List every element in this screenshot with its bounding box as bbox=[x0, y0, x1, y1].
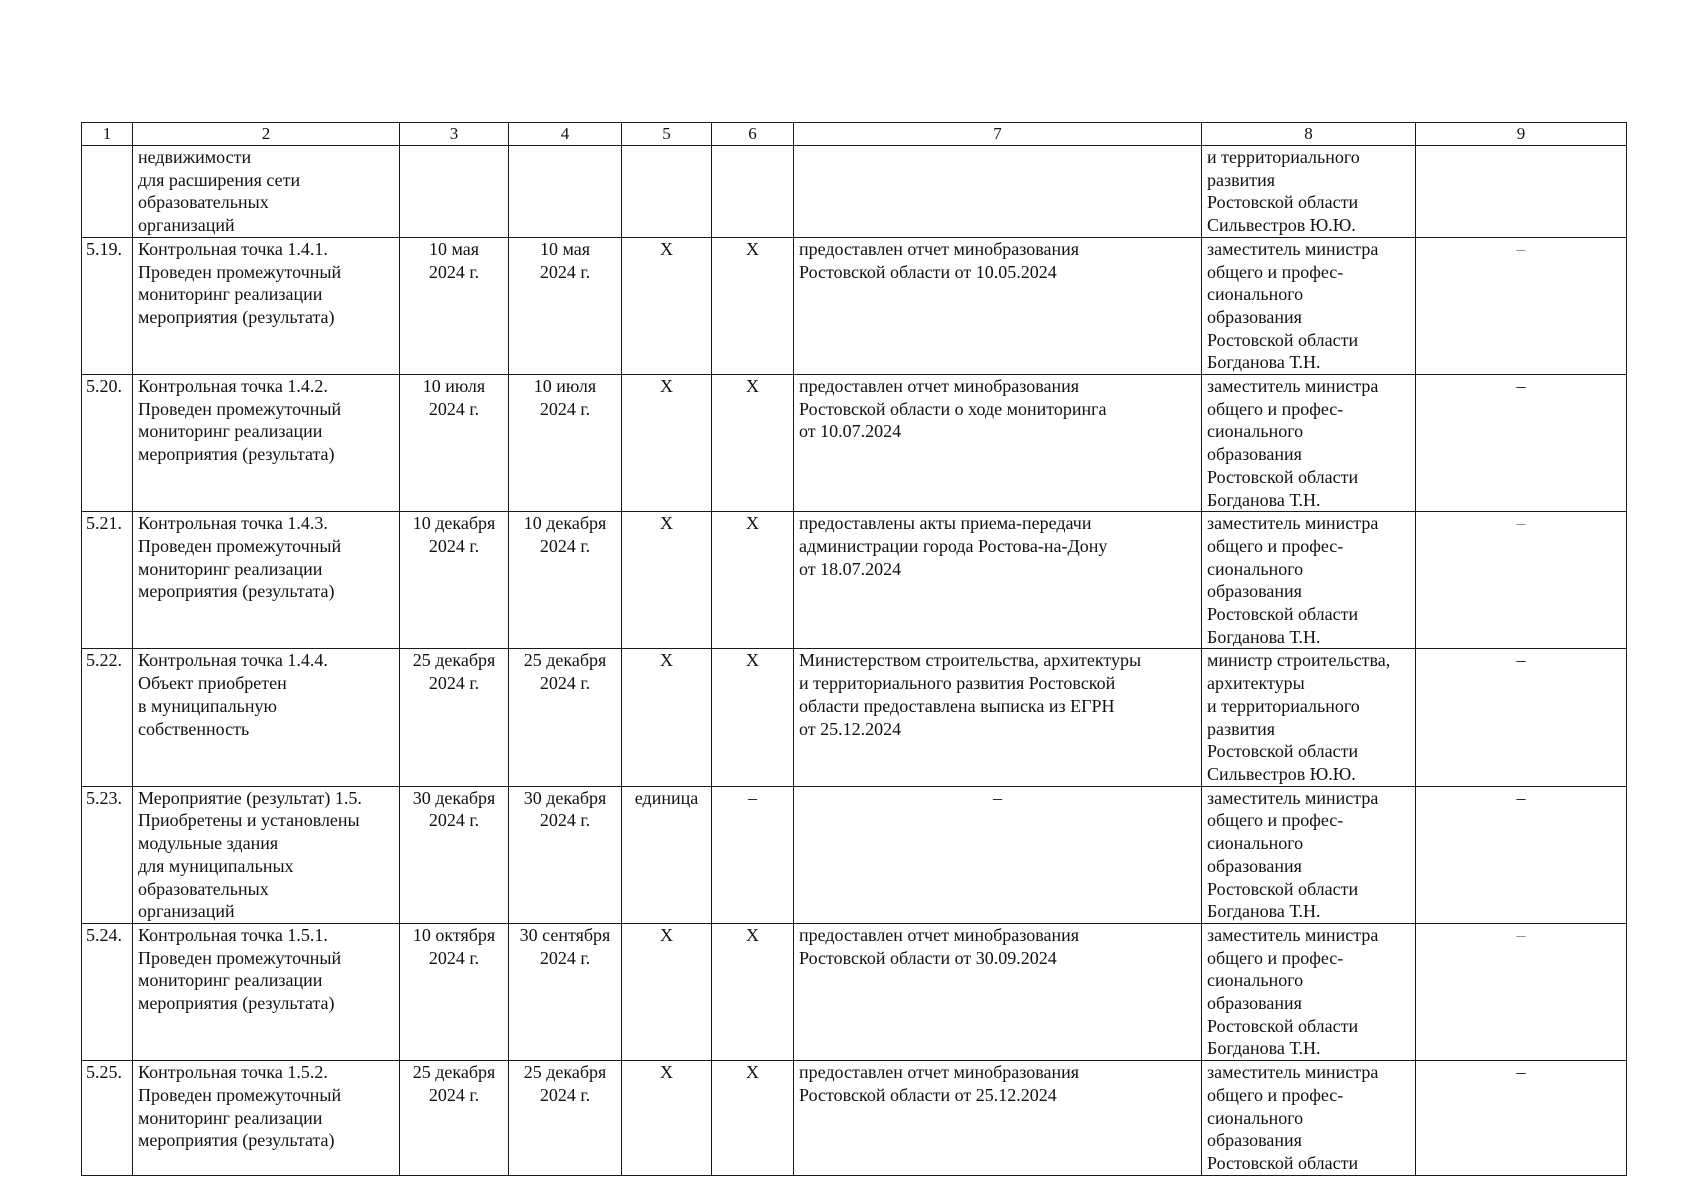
header-col-2: 2 bbox=[133, 123, 400, 146]
responsible-line: Богданова Т.Н. bbox=[1207, 489, 1321, 510]
note-cell: – bbox=[1416, 786, 1627, 923]
responsible-line: Ростовской области bbox=[1207, 466, 1359, 487]
planned-date bbox=[400, 146, 509, 238]
activity-name bbox=[133, 649, 400, 786]
date_fact-line: 2024 г. bbox=[539, 1084, 591, 1105]
name-line: Контрольная точка 1.4.2. bbox=[138, 376, 328, 397]
date_plan-line: 10 мая bbox=[428, 238, 480, 259]
responsible-cell bbox=[1202, 1061, 1416, 1176]
name-line: мониторинг реализации bbox=[138, 970, 323, 991]
doc-line: предоставлен отчет минобразования bbox=[799, 924, 1080, 945]
name-line: образовательных bbox=[138, 192, 269, 213]
actual-date bbox=[509, 237, 622, 374]
name-line: мониторинг реализации bbox=[138, 284, 323, 305]
planned-date bbox=[400, 237, 509, 374]
activity-name bbox=[133, 786, 400, 923]
doc-line: от 10.07.2024 bbox=[799, 421, 902, 442]
responsible-line: архитектуры bbox=[1207, 673, 1305, 694]
actual-date bbox=[509, 375, 622, 512]
name-line: Объект приобретен bbox=[138, 673, 287, 694]
responsible-line: Ростовской области bbox=[1207, 878, 1359, 899]
document-cell bbox=[794, 649, 1202, 786]
responsible-cell bbox=[1202, 512, 1416, 649]
responsible-line: образования bbox=[1207, 444, 1302, 465]
doc-line: предоставлены акты приема-передачи bbox=[799, 513, 1092, 534]
date_plan-line: 2024 г. bbox=[428, 1084, 480, 1105]
date_fact-line: 2024 г. bbox=[539, 810, 591, 831]
planned-date bbox=[400, 512, 509, 649]
table-row bbox=[82, 649, 1627, 786]
responsible-line: общего и профес- bbox=[1207, 398, 1344, 419]
responsible-line: Ростовской области bbox=[1207, 741, 1359, 762]
responsible-line: заместитель министра bbox=[1207, 238, 1379, 259]
responsible-line: общего и профес- bbox=[1207, 535, 1344, 556]
doc-line: предоставлен отчет минобразования bbox=[799, 1062, 1080, 1083]
note-cell: – bbox=[1416, 237, 1627, 374]
name-line: Проведен промежуточный bbox=[138, 535, 342, 556]
date_fact-line: 25 декабря bbox=[523, 650, 607, 671]
activity-name bbox=[133, 146, 400, 238]
row-number: 5.19. bbox=[82, 237, 133, 374]
table-row bbox=[82, 512, 1627, 649]
header-col-7: 7 bbox=[794, 123, 1202, 146]
responsible-line: образования bbox=[1207, 993, 1302, 1014]
name-line: Проведен промежуточный bbox=[138, 398, 342, 419]
responsible-line: сионального bbox=[1207, 1107, 1304, 1128]
header-col-3: 3 bbox=[400, 123, 509, 146]
table-body bbox=[82, 146, 1627, 1176]
responsible-cell bbox=[1202, 375, 1416, 512]
responsible-line: образования bbox=[1207, 855, 1302, 876]
name-line: модульные здания bbox=[138, 833, 279, 854]
date_plan-line: 25 декабря bbox=[412, 650, 496, 671]
responsible-cell bbox=[1202, 786, 1416, 923]
header-col-9: 9 bbox=[1416, 123, 1627, 146]
responsible-line: общего и профес- bbox=[1207, 810, 1344, 831]
document-cell bbox=[794, 512, 1202, 649]
unit-cell: единица bbox=[622, 786, 712, 923]
header-col-8: 8 bbox=[1202, 123, 1416, 146]
name-line: в муниципальную bbox=[138, 695, 277, 716]
unit-cell: Х bbox=[622, 512, 712, 649]
unit-cell: Х bbox=[622, 375, 712, 512]
date_plan-line: 10 июля bbox=[422, 376, 486, 397]
value-cell: Х bbox=[712, 1061, 794, 1176]
row-number: 5.22. bbox=[82, 649, 133, 786]
table-row bbox=[82, 923, 1627, 1060]
table-row bbox=[82, 375, 1627, 512]
date_plan-line: 2024 г. bbox=[428, 947, 480, 968]
date_plan-line: 10 декабря bbox=[412, 513, 496, 534]
responsible-line: заместитель министра bbox=[1207, 924, 1379, 945]
responsible-line: сионального bbox=[1207, 833, 1304, 854]
date_fact-line: 30 сентября bbox=[519, 924, 611, 945]
document-cell bbox=[794, 923, 1202, 1060]
responsible-line: и территориального bbox=[1207, 147, 1360, 167]
actual-date bbox=[509, 786, 622, 923]
header-col-5: 5 bbox=[622, 123, 712, 146]
note-cell: – bbox=[1416, 375, 1627, 512]
name-line: собственность bbox=[138, 718, 250, 739]
responsible-line: Богданова Т.Н. bbox=[1207, 352, 1321, 373]
doc-line: Ростовской области от 25.12.2024 bbox=[799, 1084, 1057, 1105]
responsible-line: образования bbox=[1207, 1130, 1302, 1151]
name-line: Контрольная точка 1.5.2. bbox=[138, 1062, 328, 1083]
row-number: 5.25. bbox=[82, 1061, 133, 1176]
table-row bbox=[82, 786, 1627, 923]
responsible-line: Ростовской области bbox=[1207, 1152, 1359, 1173]
responsible-line: сионального bbox=[1207, 284, 1304, 305]
doc-line: области предоставлена выписка из ЕГРН bbox=[799, 695, 1115, 716]
actual-date bbox=[509, 923, 622, 1060]
doc-line: от 25.12.2024 bbox=[799, 718, 902, 739]
responsible-line: образования bbox=[1207, 306, 1302, 327]
date_fact-line: 2024 г. bbox=[539, 398, 591, 419]
responsible-line: образования bbox=[1207, 581, 1302, 602]
row-number: 5.20. bbox=[82, 375, 133, 512]
value-cell: Х bbox=[712, 923, 794, 1060]
responsible-line: Богданова Т.Н. bbox=[1207, 901, 1321, 922]
name-line: Проведен промежуточный bbox=[138, 947, 342, 968]
doc-line: предоставлен отчет минобразования bbox=[799, 376, 1080, 397]
actual-date bbox=[509, 649, 622, 786]
name-line: мероприятия (результата) bbox=[138, 306, 335, 327]
date_fact-line: 25 декабря bbox=[523, 1062, 607, 1083]
date_fact-line: 2024 г. bbox=[539, 535, 591, 556]
name-line: Контрольная точка 1.4.3. bbox=[138, 513, 328, 534]
row-number: 5.24. bbox=[82, 923, 133, 1060]
actual-date bbox=[509, 1061, 622, 1176]
date_plan-line: 2024 г. bbox=[428, 535, 480, 556]
activity-name bbox=[133, 375, 400, 512]
unit-cell: Х bbox=[622, 649, 712, 786]
date_plan-line: 2024 г. bbox=[428, 398, 480, 419]
responsible-line: заместитель министра bbox=[1207, 376, 1379, 397]
activity-name bbox=[133, 237, 400, 374]
doc-line: предоставлен отчет минобразования bbox=[799, 238, 1080, 259]
note-cell: – bbox=[1416, 1061, 1627, 1176]
table-header bbox=[82, 123, 1627, 146]
activity-name bbox=[133, 1061, 400, 1176]
table-row bbox=[82, 146, 1627, 238]
date_plan-line: 25 декабря bbox=[412, 1062, 496, 1083]
table-row bbox=[82, 1061, 1627, 1176]
date_fact-line: 30 декабря bbox=[523, 787, 607, 808]
date_plan-line: 2024 г. bbox=[428, 810, 480, 831]
date_fact-line: 10 мая bbox=[539, 238, 591, 259]
date_fact-line: 10 июля bbox=[533, 376, 597, 397]
value-cell: Х bbox=[712, 375, 794, 512]
header-col-4: 4 bbox=[509, 123, 622, 146]
name-line: мероприятия (результата) bbox=[138, 993, 335, 1014]
doc-line: Ростовской области о ходе мониторинга bbox=[799, 398, 1107, 419]
planned-date bbox=[400, 923, 509, 1060]
responsible-line: Богданова Т.Н. bbox=[1207, 1038, 1321, 1059]
planned-date bbox=[400, 375, 509, 512]
doc-line: Ростовской области от 10.05.2024 bbox=[799, 261, 1057, 282]
responsible-line: Ростовской области bbox=[1207, 192, 1359, 213]
document-cell bbox=[794, 1061, 1202, 1176]
planned-date bbox=[400, 1061, 509, 1176]
doc-line: администрации города Ростова-на-Дону bbox=[799, 535, 1108, 556]
value-cell: Х bbox=[712, 512, 794, 649]
responsible-line: и территориального bbox=[1207, 695, 1360, 716]
name-line: Контрольная точка 1.4.1. bbox=[138, 238, 328, 259]
header-col-1: 1 bbox=[82, 123, 133, 146]
responsible-line: общего и профес- bbox=[1207, 261, 1344, 282]
doc-line: от 18.07.2024 bbox=[799, 558, 902, 579]
table-row bbox=[82, 237, 1627, 374]
date_fact-line: 10 декабря bbox=[523, 513, 607, 534]
responsible-line: Богданова Т.Н. bbox=[1207, 626, 1321, 647]
doc-line: Ростовской области от 30.09.2024 bbox=[799, 947, 1057, 968]
date_fact-line: 2024 г. bbox=[539, 673, 591, 694]
note-cell: – bbox=[1416, 649, 1627, 786]
actual-date bbox=[509, 512, 622, 649]
responsible-line: развития bbox=[1207, 718, 1276, 739]
actual-date bbox=[509, 146, 622, 238]
responsible-cell bbox=[1202, 237, 1416, 374]
responsible-line: Сильвестров Ю.Ю. bbox=[1207, 763, 1356, 784]
unit-cell: Х bbox=[622, 1061, 712, 1176]
unit-cell bbox=[622, 146, 712, 238]
responsible-line: общего и профес- bbox=[1207, 1084, 1344, 1105]
name-line: мероприятия (результата) bbox=[138, 581, 335, 602]
document-cell bbox=[794, 146, 1202, 238]
responsible-cell bbox=[1202, 923, 1416, 1060]
planned-date bbox=[400, 649, 509, 786]
date_plan-line: 2024 г. bbox=[428, 261, 480, 282]
responsible-line: сионального bbox=[1207, 421, 1304, 442]
name-line: для муниципальных bbox=[138, 855, 294, 876]
value-cell bbox=[712, 146, 794, 238]
note-cell: – bbox=[1416, 512, 1627, 649]
report-table bbox=[81, 122, 1627, 1176]
name-line: недвижимости bbox=[138, 147, 252, 167]
responsible-line: заместитель министра bbox=[1207, 513, 1379, 534]
responsible-line: общего и профес- bbox=[1207, 947, 1344, 968]
document-cell bbox=[794, 375, 1202, 512]
doc-line: и территориального развития Ростовской bbox=[799, 673, 1116, 694]
name-line: мероприятия (результата) bbox=[138, 1130, 335, 1151]
name-line: Проведен промежуточный bbox=[138, 261, 342, 282]
value-cell: Х bbox=[712, 237, 794, 374]
row-number: 5.23. bbox=[82, 786, 133, 923]
note-cell bbox=[1416, 146, 1627, 238]
responsible-line: министр строительства, bbox=[1207, 650, 1391, 671]
name-line: Проведен промежуточный bbox=[138, 1084, 342, 1105]
responsible-line: заместитель министра bbox=[1207, 787, 1379, 808]
name-line: мониторинг реализации bbox=[138, 421, 323, 442]
header-col-6: 6 bbox=[712, 123, 794, 146]
row-number: 5.21. bbox=[82, 512, 133, 649]
responsible-line: Ростовской области bbox=[1207, 604, 1359, 625]
responsible-line: Ростовской области bbox=[1207, 329, 1359, 350]
name-line: организаций bbox=[138, 215, 235, 236]
responsible-line: Ростовской области bbox=[1207, 1015, 1359, 1036]
name-line: Контрольная точка 1.5.1. bbox=[138, 924, 328, 945]
value-cell: – bbox=[712, 786, 794, 923]
name-line: мероприятия (результата) bbox=[138, 444, 335, 465]
responsible-line: Сильвестров Ю.Ю. bbox=[1207, 215, 1356, 236]
responsible-cell bbox=[1202, 146, 1416, 238]
unit-cell: Х bbox=[622, 237, 712, 374]
activity-name bbox=[133, 512, 400, 649]
doc-line: Министерством строительства, архитектуры bbox=[799, 650, 1142, 671]
name-line: мониторинг реализации bbox=[138, 558, 323, 579]
date_fact-line: 2024 г. bbox=[539, 261, 591, 282]
name-line: мониторинг реализации bbox=[138, 1107, 323, 1128]
responsible-line: сионального bbox=[1207, 970, 1304, 991]
name-line: Приобретены и установлены bbox=[138, 810, 360, 831]
planned-date bbox=[400, 786, 509, 923]
name-line: образовательных bbox=[138, 878, 269, 899]
name-line: Мероприятие (результат) 1.5. bbox=[138, 787, 362, 808]
unit-cell: Х bbox=[622, 923, 712, 1060]
date_plan-line: 10 октября bbox=[412, 924, 496, 945]
value-cell: Х bbox=[712, 649, 794, 786]
responsible-line: сионального bbox=[1207, 558, 1304, 579]
name-line: организаций bbox=[138, 901, 235, 922]
row-number bbox=[82, 146, 133, 238]
date_fact-line: 2024 г. bbox=[539, 947, 591, 968]
name-line: для расширения сети bbox=[138, 169, 301, 190]
responsible-cell bbox=[1202, 649, 1416, 786]
note-cell: – bbox=[1416, 923, 1627, 1060]
header-row bbox=[82, 123, 1627, 146]
date_plan-line: 2024 г. bbox=[428, 673, 480, 694]
activity-name bbox=[133, 923, 400, 1060]
name-line: Контрольная точка 1.4.4. bbox=[138, 650, 328, 671]
document-cell bbox=[794, 237, 1202, 374]
date_plan-line: 30 декабря bbox=[412, 787, 496, 808]
document-cell: – bbox=[794, 786, 1202, 923]
responsible-line: развития bbox=[1207, 169, 1276, 190]
responsible-line: заместитель министра bbox=[1207, 1062, 1379, 1083]
